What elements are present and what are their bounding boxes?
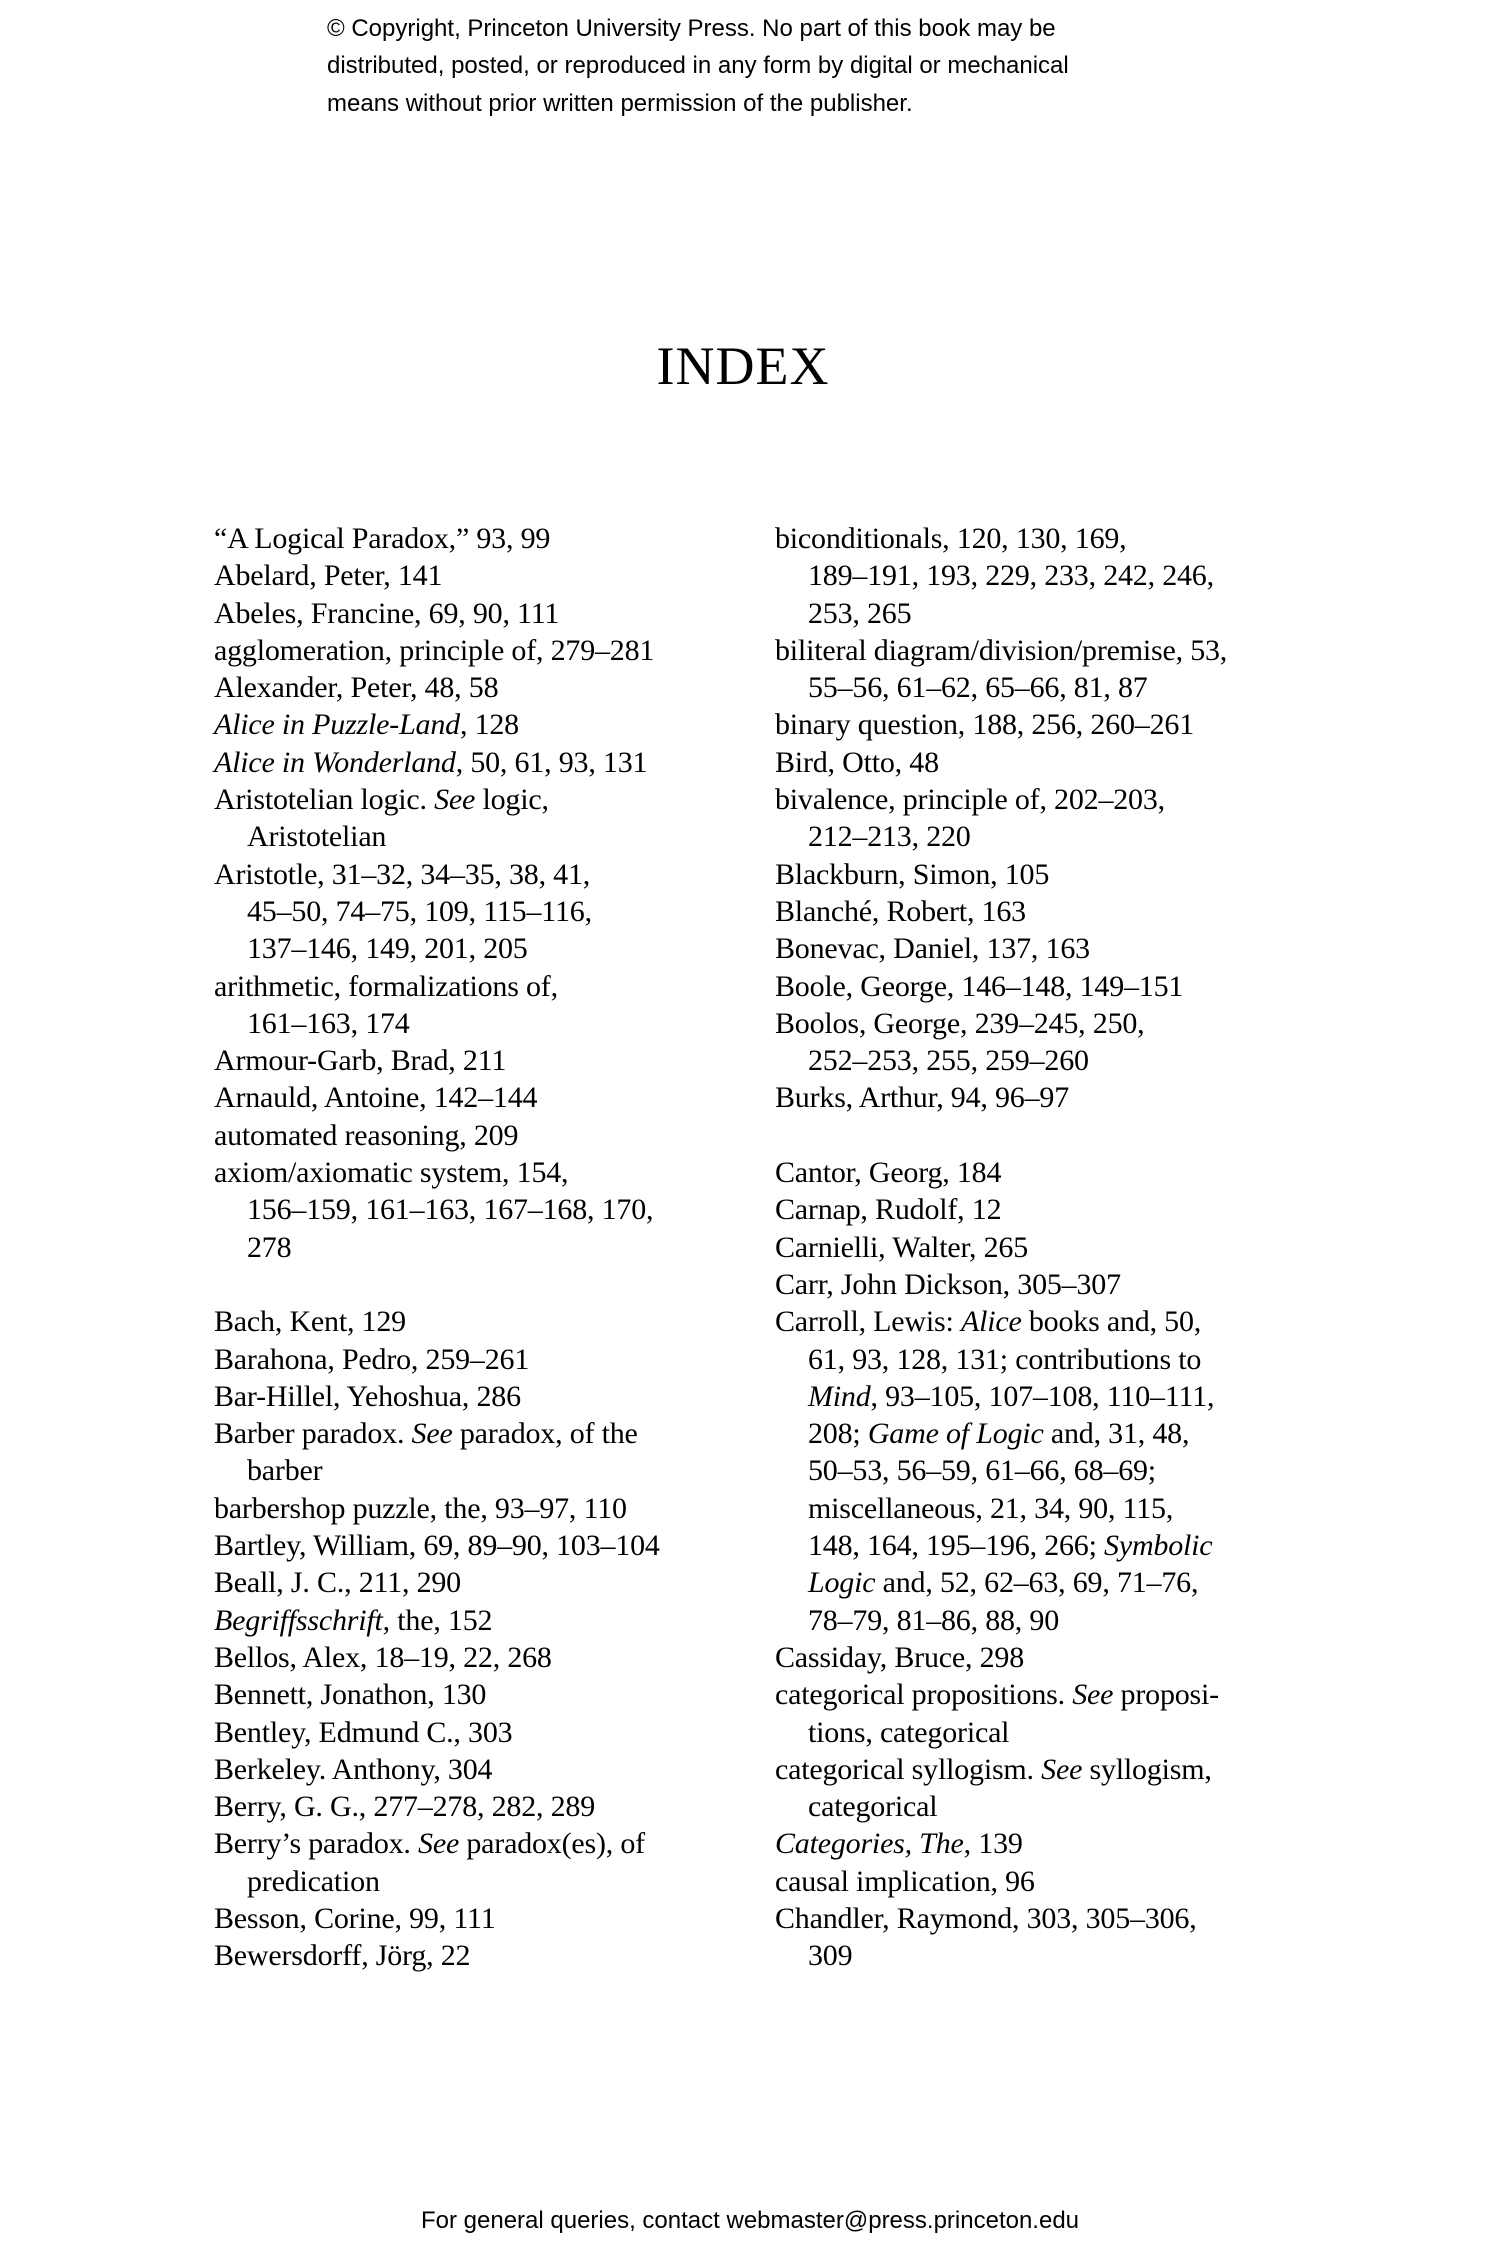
index-entry-line (214, 1079, 754, 1116)
text: barbershop puzzle, the, 93–97, 110 (214, 1491, 627, 1525)
group-gap (775, 1117, 1315, 1154)
text: automated reasoning, 209 (214, 1118, 519, 1152)
text: and, 52, 62–63, 69, 71–76, (875, 1566, 1199, 1600)
text: agglomeration, principle of, 279–281 (214, 633, 655, 667)
text: Blackburn, Simon, 105 (775, 857, 1050, 891)
text: Aristotelian (247, 820, 387, 854)
text: 278 (247, 1230, 292, 1264)
italic-text: See (434, 783, 476, 817)
text: 45–50, 74–75, 109, 115–116, (247, 894, 592, 928)
text: syllogism, (1082, 1752, 1212, 1786)
index-entry-line (214, 1714, 754, 1751)
index-entry-line (214, 818, 754, 855)
copyright-line (327, 14, 1069, 51)
text: Chandler, Raymond, 303, 305–306, (775, 1901, 1197, 1935)
index-entry-line (214, 1005, 754, 1042)
text: Bewersdorff, Jörg, 22 (214, 1939, 471, 1973)
index-entry-line (214, 1602, 754, 1639)
index-entry-line (214, 706, 754, 743)
index-entry-line (775, 930, 1315, 967)
italic-text: Alice (960, 1305, 1022, 1339)
index-entry-line (775, 557, 1315, 594)
text: biconditionals, 120, 130, 169, (775, 522, 1127, 555)
text: 156–159, 161–163, 167–168, 170, (247, 1193, 654, 1227)
italic-text: See (1072, 1678, 1114, 1712)
text: bivalence, principle of, 202–203, (775, 783, 1165, 817)
index-entry-line (214, 520, 754, 557)
index-entry-line (775, 818, 1315, 855)
index-entry-line (775, 1005, 1315, 1042)
index-entry-line (214, 1452, 754, 1489)
text: Aristotelian logic. (214, 783, 435, 817)
index-entry-line (214, 1527, 754, 1564)
text: distributed, posted, or reproduced in any form by digital or mechanical (327, 52, 1069, 80)
text: 78–79, 81–86, 88, 90 (808, 1603, 1060, 1637)
index-entry-line (214, 1900, 754, 1937)
text: Blanché, Robert, 163 (775, 894, 1026, 928)
index-entry-line (775, 1042, 1315, 1079)
index-entry-line (775, 1564, 1315, 1601)
index-entry-line (214, 1751, 754, 1788)
text: logic, (475, 783, 549, 817)
copyright-line (327, 89, 1069, 126)
text: Bennett, Jonathon, 130 (214, 1678, 487, 1712)
index-entry-line (775, 1602, 1315, 1639)
italic-text: Alice in Wonderland (214, 745, 456, 779)
index-entry-line (775, 1191, 1315, 1228)
italic-text: Alice in Puzzle-Land (214, 708, 460, 742)
text: barber (247, 1454, 323, 1488)
text: Berry’s paradox. (214, 1827, 419, 1861)
index-entry-line (775, 856, 1315, 893)
text: tions, categorical (808, 1715, 1010, 1749)
index-entry-line (775, 1229, 1315, 1266)
text: categorical propositions. (775, 1678, 1073, 1712)
text: binary question, 188, 256, 260–261 (775, 708, 1195, 742)
index-entry-line (214, 1341, 754, 1378)
index-entry-line (775, 632, 1315, 669)
index-entry-line (775, 1676, 1315, 1713)
text: Bach, Kent, 129 (214, 1305, 406, 1339)
index-entry-line (214, 1676, 754, 1713)
text: proposi- (1113, 1678, 1219, 1712)
text: 137–146, 149, 201, 205 (247, 932, 528, 966)
text: Carroll, Lewis: (775, 1305, 961, 1339)
text: Bonevac, Daniel, 137, 163 (775, 932, 1090, 966)
text: Abeles, Francine, 69, 90, 111 (214, 596, 560, 630)
text: 148, 164, 195–196, 266; (808, 1529, 1105, 1563)
text: 61, 93, 128, 131; contributions to (808, 1342, 1202, 1376)
text: Bartley, William, 69, 89–90, 103–104 (214, 1529, 660, 1563)
italic-text: Mind (808, 1379, 871, 1413)
text: biliteral diagram/division/premise, 53, (775, 633, 1228, 667)
index-entry-line (214, 669, 754, 706)
index-entry-line (775, 520, 1315, 557)
index-entry-line (214, 1937, 754, 1974)
text: 309 (808, 1939, 853, 1973)
italic-text: Begriffsschrift (214, 1603, 383, 1637)
index-entry-line (214, 930, 754, 967)
text: Armour-Garb, Brad, 211 (214, 1044, 507, 1078)
index-entry-line (214, 781, 754, 818)
index-entry-line (775, 1303, 1315, 1340)
index-entry-line (775, 1863, 1315, 1900)
index-entry-line (775, 1079, 1315, 1116)
index-entry-line (214, 1191, 754, 1228)
index-entry-line (775, 1154, 1315, 1191)
text: Beall, J. C., 211, 290 (214, 1566, 461, 1600)
index-entry-line (775, 595, 1315, 632)
italic-text: Symbolic (1104, 1529, 1213, 1563)
text: Arnauld, Antoine, 142–144 (214, 1081, 538, 1115)
index-entry-line (775, 1378, 1315, 1415)
text: , 128 (459, 708, 519, 742)
index-entry-line (775, 968, 1315, 1005)
index-entry-line (214, 1303, 754, 1340)
text: paradox(es), of (459, 1827, 645, 1861)
index-entry-line (775, 1266, 1315, 1303)
index-entry-line (775, 1490, 1315, 1527)
text: means without prior written permission of the publisher. (327, 89, 913, 117)
text: Burks, Arthur, 94, 96–97 (775, 1081, 1069, 1115)
text: “A Logical Paradox,” 93, 99 (214, 522, 551, 555)
index-entry-line (775, 781, 1315, 818)
text: 252–253, 255, 259–260 (808, 1044, 1089, 1078)
text: books and, 50, (1021, 1305, 1202, 1339)
index-entry-line (214, 1863, 754, 1900)
text: , 93–105, 107–108, 110–111, (870, 1379, 1215, 1413)
text: Carnap, Rudolf, 12 (775, 1193, 1002, 1227)
text: Cassiday, Bruce, 298 (775, 1640, 1025, 1674)
index-entry-line (214, 893, 754, 930)
index-entry-line (214, 1825, 754, 1862)
text: , 139 (963, 1827, 1023, 1861)
text: categorical syllogism. (775, 1752, 1042, 1786)
index-entry-line (214, 1229, 754, 1266)
copyright-line (327, 51, 1069, 88)
text: Barber paradox. (214, 1417, 412, 1451)
index-entry-line (214, 632, 754, 669)
index-entry-line (775, 706, 1315, 743)
index-entry-line (214, 1378, 754, 1415)
index-entry-line (775, 1937, 1315, 1974)
italic-text: Game of Logic (867, 1417, 1044, 1451)
text: 55–56, 61–62, 65–66, 81, 87 (808, 671, 1148, 705)
italic-text: See (411, 1417, 453, 1451)
index-entry-line (214, 1415, 754, 1452)
index-entry-line (775, 1341, 1315, 1378)
index-entry-line (214, 557, 754, 594)
text: Bar-Hillel, Yehoshua, 286 (214, 1379, 521, 1413)
text: Aristotle, 31–32, 34–35, 38, 41, (214, 857, 591, 891)
text: paradox, of the (452, 1417, 638, 1451)
italic-text: Logic (808, 1566, 876, 1600)
text: predication (247, 1864, 380, 1898)
text: , the, 152 (382, 1603, 493, 1637)
group-gap (214, 1266, 754, 1303)
italic-text: See (1041, 1752, 1083, 1786)
index-column-left (214, 520, 754, 1975)
index-entry-line (214, 595, 754, 632)
italic-text: See (418, 1827, 460, 1861)
text: © Copyright, Princeton University Press. No part of this book may be (327, 15, 1056, 42)
text: Bird, Otto, 48 (775, 745, 939, 779)
index-entry-line (775, 1825, 1315, 1862)
text: Carnielli, Walter, 265 (775, 1230, 1029, 1264)
index-entry-line (214, 744, 754, 781)
text: Alexander, Peter, 48, 58 (214, 671, 499, 705)
text: 50–53, 56–59, 61–66, 68–69; (808, 1454, 1156, 1488)
index-entry-line (775, 1714, 1315, 1751)
index-entry-line (775, 1751, 1315, 1788)
text: Boole, George, 146–148, 149–151 (775, 969, 1184, 1003)
text: Abelard, Peter, 141 (214, 559, 443, 593)
text: Bentley, Edmund C., 303 (214, 1715, 513, 1749)
text: Barahona, Pedro, 259–261 (214, 1342, 530, 1376)
text: miscellaneous, 21, 34, 90, 115, (808, 1491, 1174, 1525)
text: , 50, 61, 93, 131 (455, 745, 648, 779)
index-entry-line (214, 1788, 754, 1825)
index-entry-line (775, 1639, 1315, 1676)
text: 208; (808, 1417, 868, 1451)
text: 253, 265 (808, 596, 912, 630)
index-entry-line (214, 856, 754, 893)
italic-text: Categories, The (775, 1827, 964, 1861)
text: causal implication, 96 (775, 1864, 1035, 1898)
index-entry-line (214, 1117, 754, 1154)
index-entry-line (775, 669, 1315, 706)
page-title: INDEX (656, 336, 830, 396)
text: axiom/axiomatic system, 154, (214, 1156, 569, 1190)
text: Berkeley. Anthony, 304 (214, 1752, 493, 1786)
text: and, 31, 48, (1043, 1417, 1190, 1451)
index-entry-line (214, 1490, 754, 1527)
text: categorical (808, 1790, 938, 1824)
index-entry-line (214, 1564, 754, 1601)
index-column-right (775, 520, 1315, 1975)
text: Boolos, George, 239–245, 250, (775, 1006, 1145, 1040)
text: 189–191, 193, 229, 233, 242, 246, (808, 559, 1214, 593)
index-entry-line (775, 1788, 1315, 1825)
index-entry-line (775, 1415, 1315, 1452)
text: Berry, G. G., 277–278, 282, 289 (214, 1790, 595, 1824)
text: Besson, Corine, 99, 111 (214, 1901, 496, 1935)
text: Bellos, Alex, 18–19, 22, 268 (214, 1640, 552, 1674)
index-entry-line (775, 1900, 1315, 1937)
index-entry-line (775, 744, 1315, 781)
text: 212–213, 220 (808, 820, 971, 854)
index-entry-line (775, 893, 1315, 930)
text: Cantor, Georg, 184 (775, 1156, 1002, 1190)
footer-contact: For general queries, contact webmaster@press.princeton.edu (420, 2207, 1080, 2234)
index-entry-line (214, 1639, 754, 1676)
text: 161–163, 174 (247, 1006, 410, 1040)
index-entry-line (214, 1042, 754, 1079)
index-entry-line (775, 1452, 1315, 1489)
index-entry-line (775, 1527, 1315, 1564)
copyright-notice (327, 14, 1069, 126)
index-entry-line (214, 1154, 754, 1191)
index-entry-line (214, 968, 754, 1005)
text: Carr, John Dickson, 305–307 (775, 1267, 1121, 1301)
text: arithmetic, formalizations of, (214, 969, 558, 1003)
